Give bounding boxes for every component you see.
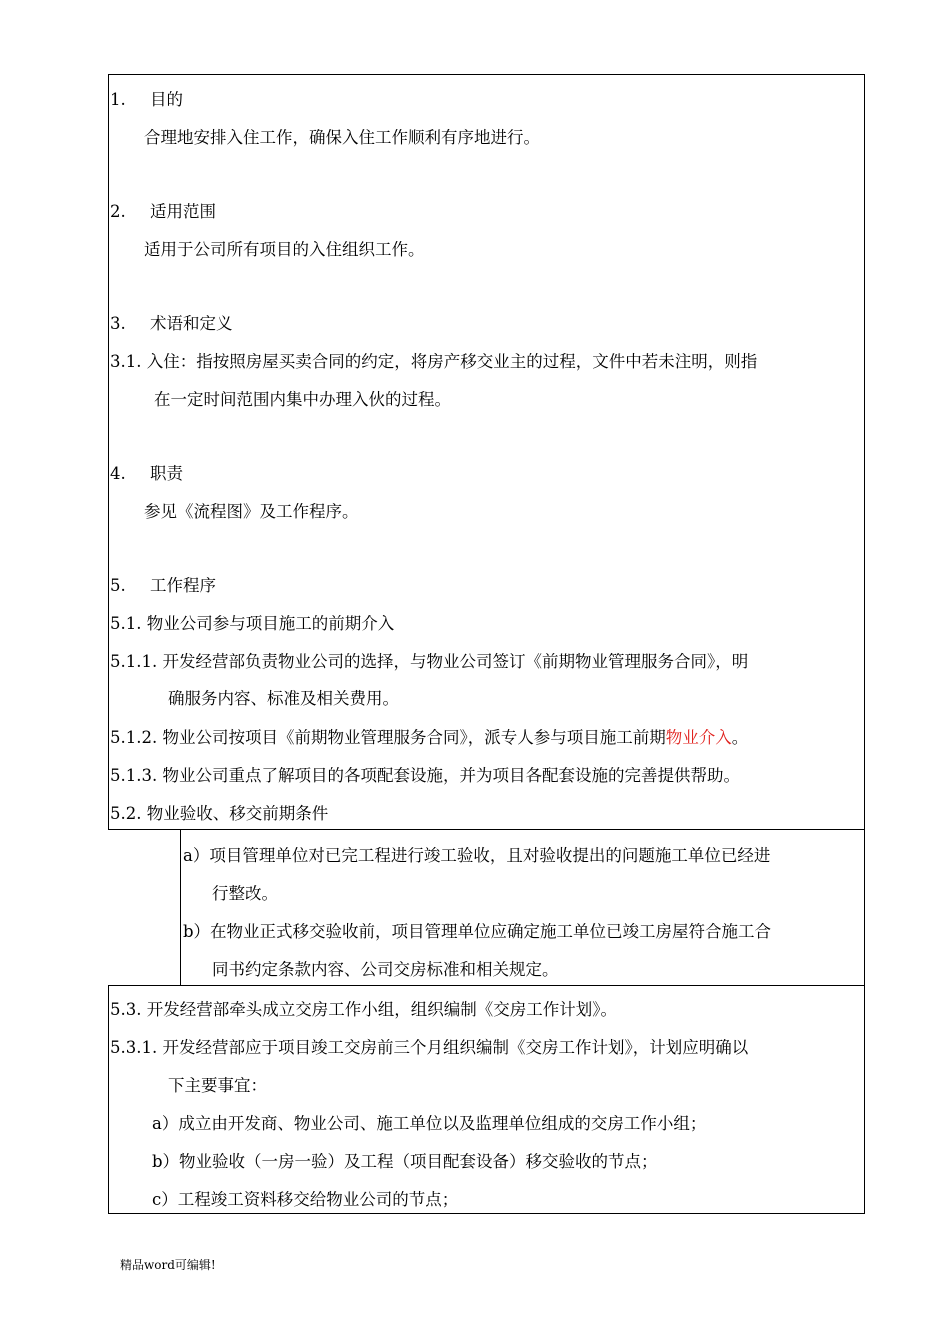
section-3-title: 术语和定义 [150, 314, 233, 333]
item-5-1-2-text: 5.1.2. 物业公司按项目《前期物业管理服务合同》，派专人参与项目施工前期 [110, 728, 666, 747]
section-2-body: 适用于公司所有项目的入住组织工作。 [144, 240, 425, 259]
section-1-number: 1. [110, 90, 126, 109]
section-2-title: 适用范围 [150, 202, 216, 221]
section-4-number: 4. [110, 464, 126, 483]
footer-note: 精品word可编辑! [120, 1258, 216, 1272]
condition-a-line-2: 行整改。 [212, 884, 278, 903]
item-5-3: 5.3. 开发经营部牵头成立交房工作小组，组织编制《交房工作计划》。 [110, 1000, 617, 1019]
section-1-body: 合理地安排入住工作，确保入住工作顺利有序地进行。 [144, 128, 540, 147]
section-4-body: 参见《流程图》及工作程序。 [144, 502, 359, 521]
item-5-3-1-line-2: 下主要事宜： [168, 1076, 267, 1095]
item-5-1-2-end: 。 [731, 728, 749, 747]
schedule-item-a: a）成立由开发商、物业公司、施工单位以及监理单位组成的交房工作小组； [152, 1114, 707, 1133]
schedule-item-c: c）工程竣工资料移交给物业公司的节点； [152, 1190, 459, 1209]
condition-b-line-2: 同书约定条款内容、公司交房标准和相关规定。 [212, 960, 559, 979]
section-3-number: 3. [110, 314, 126, 333]
item-3-1-line-1: 3.1. 入住：指按照房屋买卖合同的约定，将房产移交业主的过程，文件中若未注明，则指 [110, 352, 758, 371]
main-frame [108, 74, 865, 830]
section-5-title: 工作程序 [150, 576, 216, 595]
section-1-title: 目的 [150, 90, 183, 109]
item-3-1-line-2: 在一定时间范围内集中办理入伙的过程。 [154, 390, 451, 409]
item-5-1-1-line-2: 确服务内容、标准及相关费用。 [168, 689, 399, 708]
item-5-1-3: 5.1.3. 物业公司重点了解项目的各项配套设施，并为项目各配套设施的完善提供帮助。 [110, 766, 740, 785]
condition-a-line-1: a）项目管理单位对已完工程进行竣工验收，且对验收提出的问题施工单位已经进 [183, 846, 771, 865]
item-5-1-2-highlight: 物业介入 [665, 728, 732, 747]
item-5-1-2 [110, 728, 748, 748]
item-5-2: 5.2. 物业验收、移交前期条件 [110, 804, 329, 823]
section-4-title: 职责 [150, 464, 183, 483]
section-2-number: 2. [110, 202, 126, 221]
section-5-number: 5. [110, 576, 126, 595]
schedule-item-b: b）物业验收（一房一验）及工程（项目配套设备）移交验收的节点； [152, 1152, 658, 1171]
item-5-1-1-line-1: 5.1.1. 开发经营部负责物业公司的选择，与物业公司签订《前期物业管理服务合同》，明 [110, 652, 749, 671]
item-5-3-1-line-1: 5.3.1. 开发经营部应于项目竣工交房前三个月组织编制《交房工作计划》，计划应明确以 [110, 1038, 749, 1057]
condition-b-line-1: b）在物业正式移交验收前，项目管理单位应确定施工单位已竣工房屋符合施工合 [183, 922, 772, 941]
item-5-1: 5.1. 物业公司参与项目施工的前期介入 [110, 614, 395, 633]
